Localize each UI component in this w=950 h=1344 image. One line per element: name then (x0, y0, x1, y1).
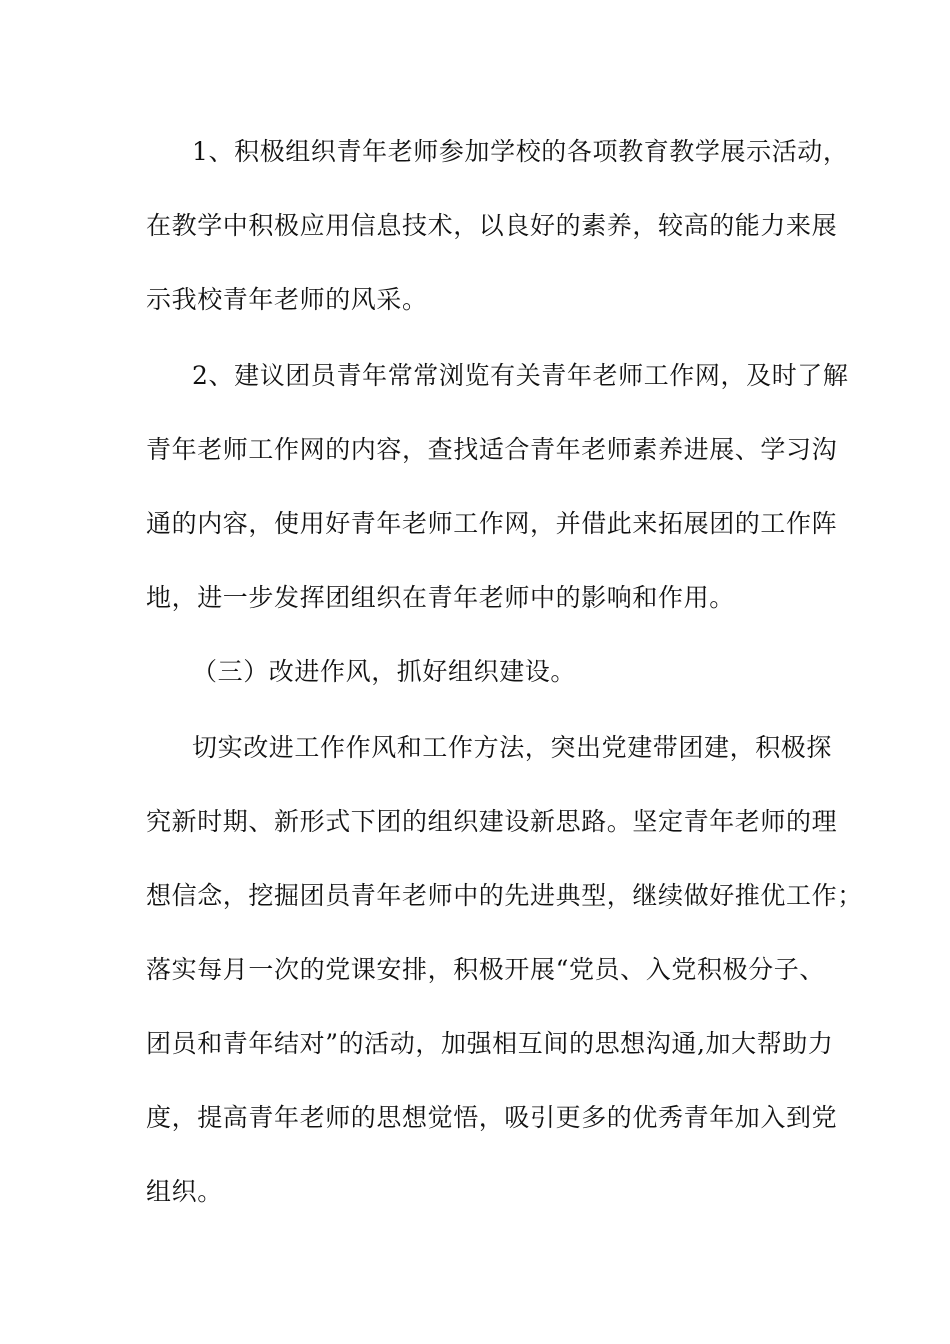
paragraph-1-line-1: 1、积极组织青年老师参加学校的各项教育教学展示活动， (192, 137, 849, 166)
paragraph-2-line-2: 青年老师工作网的内容，查找适合青年老师素养进展、学习沟 (146, 435, 838, 464)
paragraph-2-line-3: 通的内容，使用好青年老师工作网，并借此来拓展团的工作阵 (146, 509, 838, 538)
paragraph-3-line-3: 想信念，挖掘团员青年老师中的先进典型，继续做好推优工作； (146, 881, 863, 910)
paragraph-3-line-4: 落实每月一次的党课安排，积极开展“党员、入党积极分子、 (146, 955, 825, 984)
paragraph-3-line-2: 究新时期、新形式下团的组织建设新思路。坚定青年老师的理 (146, 807, 838, 836)
paragraph-1-line-3: 示我校青年老师的风采。 (146, 285, 428, 314)
paragraph-1-line-2: 在教学中积极应用信息技术，以良好的素养，较高的能力来展 (146, 211, 838, 240)
section-heading: （三）改进作风，抓好组织建设。 (192, 657, 577, 686)
paragraph-2-line-1: 2、建议团员青年常常浏览有关青年老师工作网，及时了解 (192, 361, 849, 390)
paragraph-3-line-7: 组织。 (146, 1177, 223, 1206)
paragraph-3-line-1: 切实改进工作作风和工作方法，突出党建带团建，积极探 (192, 733, 833, 762)
paragraph-2-line-4: 地，进一步发挥团组织在青年老师中的影响和作用。 (146, 583, 735, 612)
paragraph-3-line-6: 度，提高青年老师的思想觉悟，吸引更多的优秀青年加入到党 (146, 1103, 838, 1132)
paragraph-3-line-5: 团员和青年结对”的活动，加强相互间的思想沟通,加大帮助力 (146, 1029, 834, 1058)
